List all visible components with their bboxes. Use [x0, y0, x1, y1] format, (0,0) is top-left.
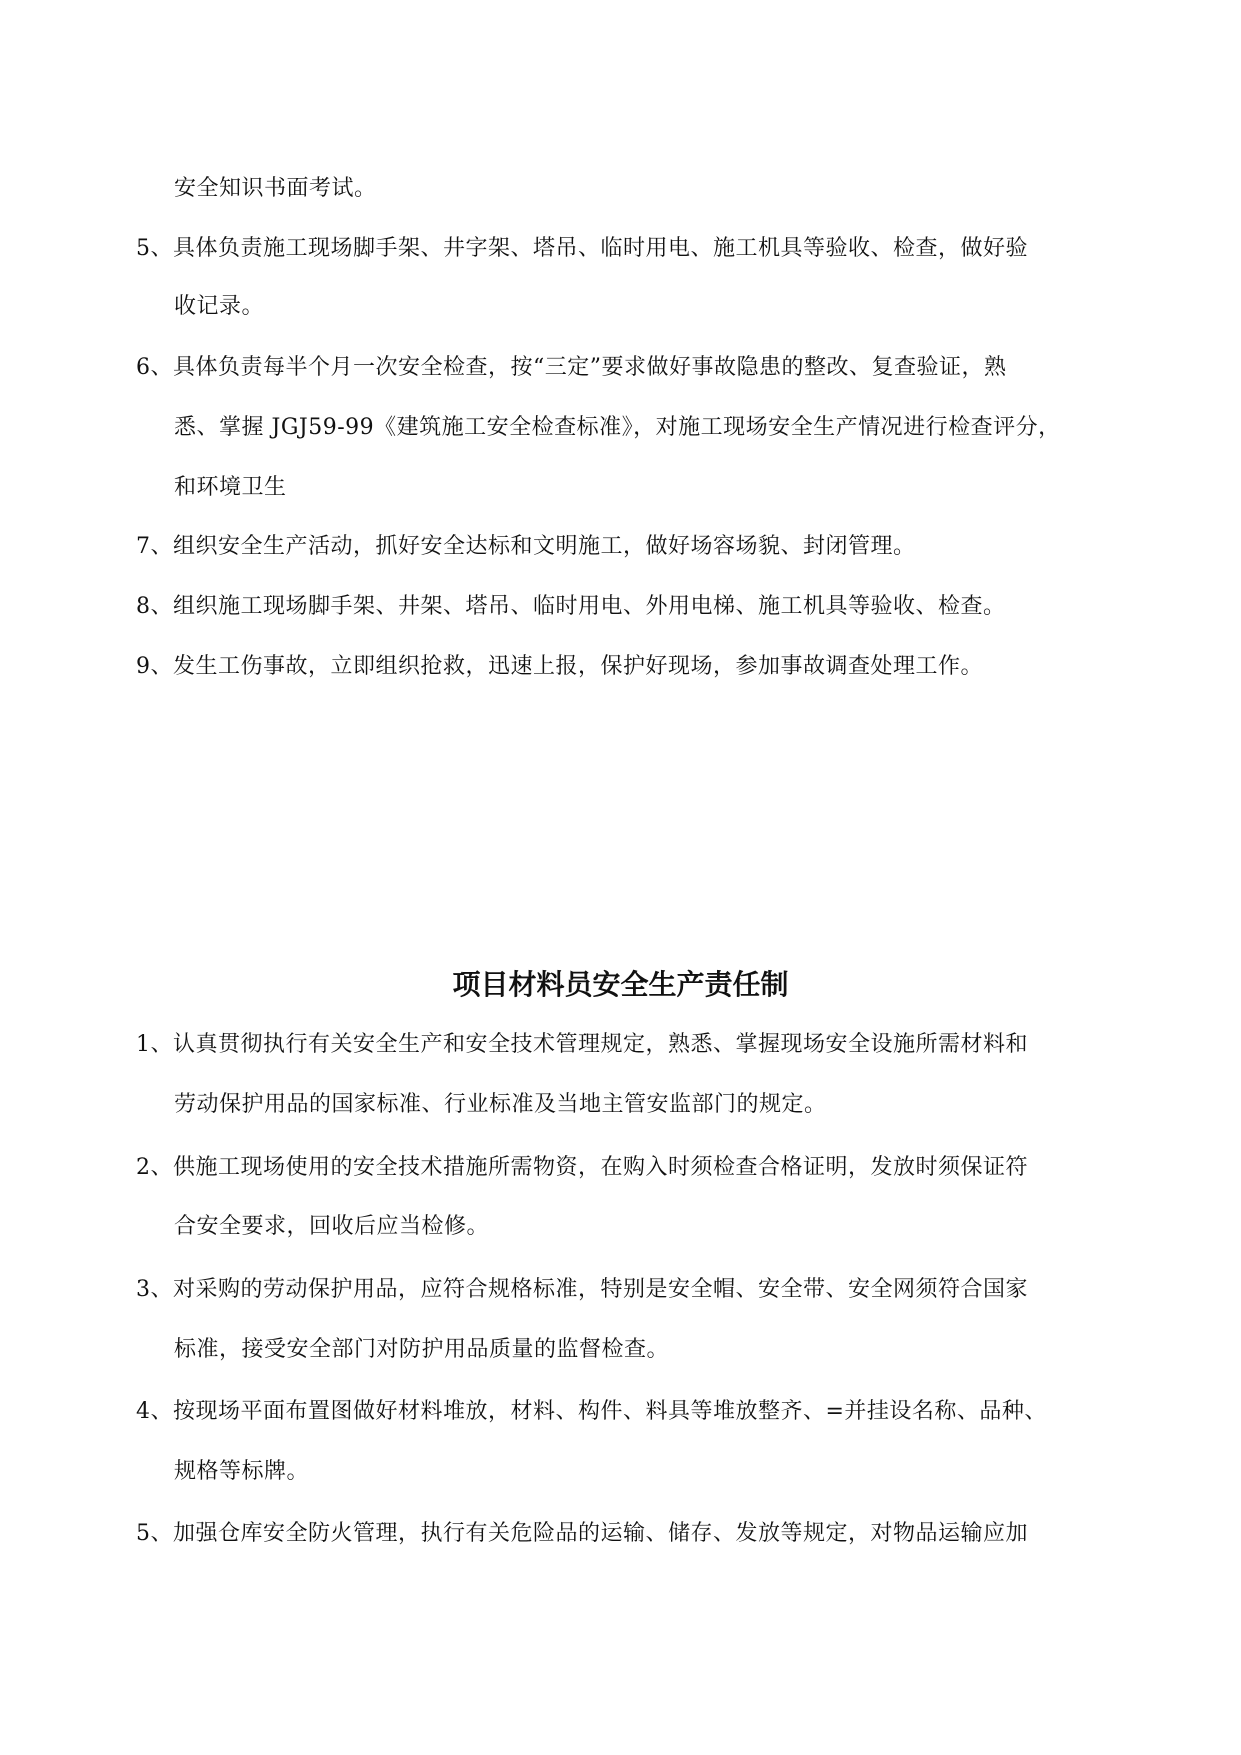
- continuation-line: 安全知识书面考试。: [174, 176, 377, 201]
- list-item-5b-line-1: 5、加强仓库安全防火管理，执行有关危险品的运输、储存、发放等规定，对物品运输应加: [136, 1521, 1029, 1546]
- list-item-1-line-2: 劳动保护用品的国家标准、行业标准及当地主管安监部门的规定。: [174, 1092, 827, 1117]
- list-item-5-line-1: 5、具体负责施工现场脚手架、井字架、塔吊、临时用电、施工机具等验收、检查，做好验: [136, 236, 1029, 261]
- section-title: 项目材料员安全生产责任制: [452, 968, 789, 1001]
- list-item-1-line-1: 1、认真贯彻执行有关安全生产和安全技术管理规定，熟悉、掌握现场安全设施所需材料和: [136, 1032, 1029, 1057]
- list-item-2-line-1: 2、供施工现场使用的安全技术措施所需物资，在购入时须检查合格证明，发放时须保证符: [136, 1155, 1029, 1180]
- list-item-4-line-2: 规格等标牌。: [174, 1459, 310, 1484]
- list-item-6-line-3: 和环境卫生: [174, 475, 287, 500]
- list-item-5-line-2: 收记录。: [174, 294, 265, 319]
- list-item-3-line-2: 标准，接受安全部门对防护用品质量的监督检查。: [174, 1337, 670, 1362]
- list-item-6-line-1: 6、具体负责每半个月一次安全检查，按“三定”要求做好事故隐患的整改、复查验证，熟: [136, 355, 1007, 380]
- list-item-2-line-2: 合安全要求，回收后应当检修。: [174, 1214, 490, 1239]
- list-item-8-line-1: 8、组织施工现场脚手架、井架、塔吊、临时用电、外用电梯、施工机具等验收、检查。: [136, 594, 1006, 619]
- list-item-6-line-2: 悉、掌握 JGJ59-99《建筑施工安全检查标准》，对施工现场安全生产情况进行检查评分，: [174, 415, 1061, 440]
- list-item-4-line-1: 4、按现场平面布置图做好材料堆放，材料、构件、料具等堆放整齐、=并挂设名称、品种、: [136, 1399, 1047, 1424]
- list-item-3-line-1: 3、对采购的劳动保护用品，应符合规格标准，特别是安全帽、安全带、安全网须符合国家: [136, 1277, 1029, 1302]
- list-item-7-line-1: 7、组织安全生产活动，抓好安全达标和文明施工，做好场容场貌、封闭管理。: [136, 534, 916, 559]
- list-item-9-line-1: 9、发生工伤事故，立即组织抢救，迅速上报，保护好现场，参加事故调查处理工作。: [136, 654, 983, 679]
